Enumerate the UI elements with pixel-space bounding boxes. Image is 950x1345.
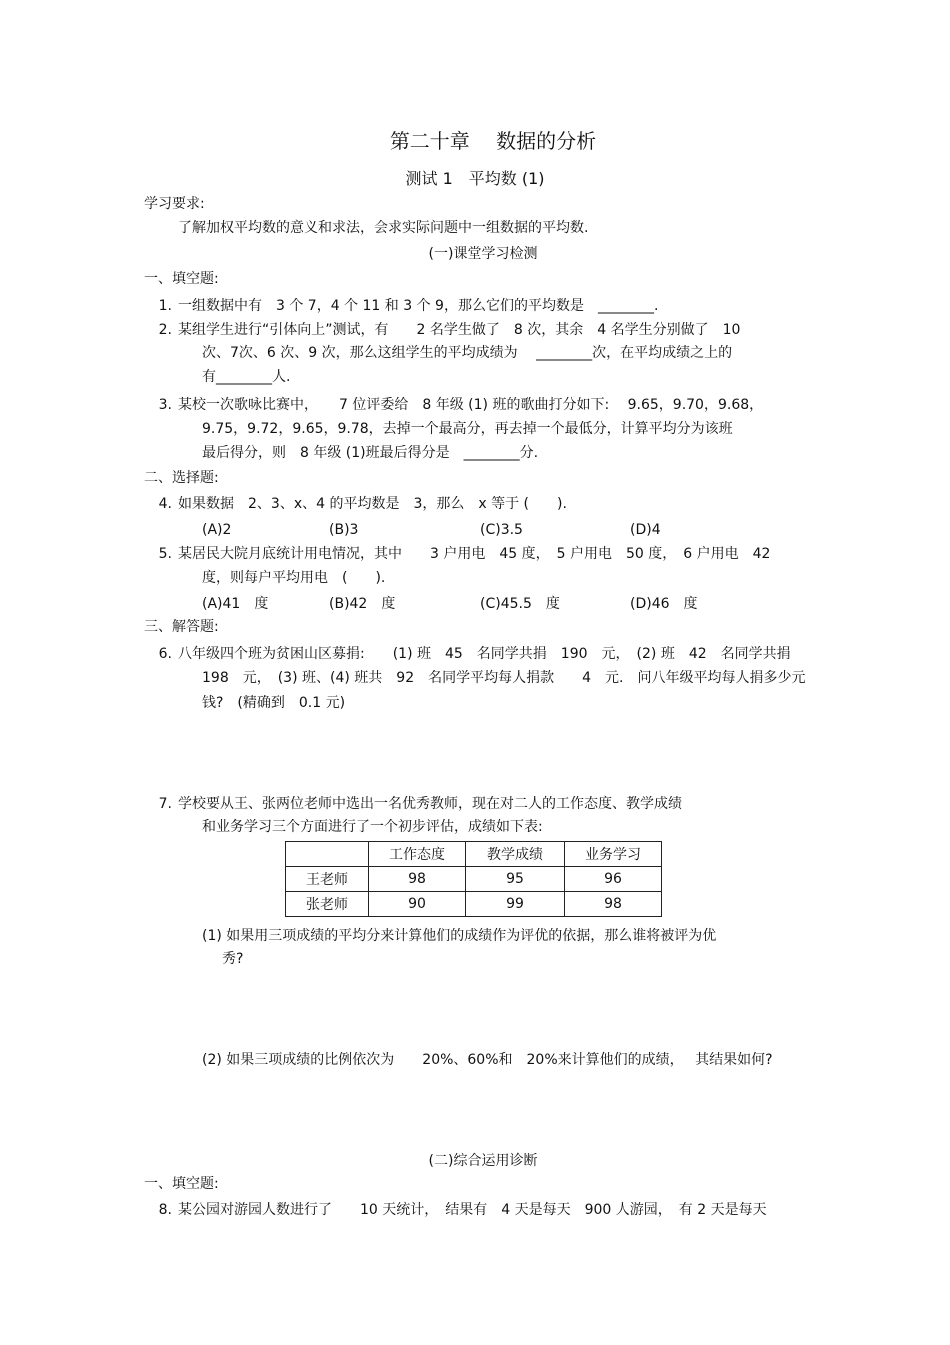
option-b: (B)42 度 [329, 596, 396, 612]
option-a: (A)41 度 [202, 596, 269, 612]
option-d: (D)4 [630, 522, 661, 538]
section-title-comprehensive: (二)综合运用诊断 [428, 1153, 538, 1169]
question-text: 八年级四个班为贫困山区募捐: (1) 班 45 名同学共捐 190 元， (2) 班 42 名同学共捐 [178, 646, 791, 662]
option-b: (B)3 [329, 522, 359, 538]
question-6-line-3: 钱? (精确到 0.1 元) [202, 695, 346, 711]
table-header-cell: 业务学习 [565, 842, 662, 867]
question-text: 如果数据 2、3、x、4 的平均数是 3，那么 x 等于 ( ). [178, 496, 567, 512]
question-3-line-2: 9.75，9.72，9.65，9.78，去掉一个最高分，再去掉一个最低分，计算平均分为该班 [202, 421, 733, 437]
table-cell: 98 [369, 867, 466, 892]
question-number: 7. [158, 796, 172, 812]
table-cell: 90 [369, 892, 466, 917]
table-row [286, 867, 662, 892]
option-a: (A)2 [202, 522, 232, 538]
option-d: (D)46 度 [630, 596, 698, 612]
question-number: 6. [158, 646, 172, 662]
subquestion-1-line-2: 秀? [222, 951, 244, 967]
score-table [285, 841, 662, 917]
question-6 [148, 647, 791, 661]
question-6-line-2: 198 元， (3) 班、(4) 班共 92 名同学平均每人捐款 4 元. 问八年级平均每人捐多少元 [202, 670, 806, 686]
question-text: 某校一次歌咏比赛中， 7 位评委给 8 年级 (1) 班的歌曲打分如下: 9.65，9.70，9.68， [178, 397, 764, 413]
question-2 [148, 323, 740, 337]
question-text: 某居民大院月底统计用电情况，其中 3 户用电 45 度， 5 户用电 50 度， 6 户用电 42 [178, 546, 771, 562]
table-cell: 王老师 [286, 867, 369, 892]
question-number: 8. [158, 1202, 172, 1218]
question-text: 学校要从王、张两位老师中选出一名优秀教师，现在对二人的工作态度、教学成绩 [178, 796, 682, 812]
question-3 [148, 398, 763, 412]
subquestion-2: (2) 如果三项成绩的比例依次为 20%、60%和 20%来计算他们的成绩， 其结果如何? [202, 1052, 773, 1068]
question-text: 某组学生进行“引体向上”测试，有 2 名学生做了 8 次，其余 4 名学生分别做了 10 [178, 322, 741, 338]
table-header-row [286, 842, 662, 867]
fill-in-heading: 一、填空题: [144, 271, 219, 287]
table-cell: 98 [565, 892, 662, 917]
table-header-cell: 教学成绩 [466, 842, 565, 867]
test-title: 测试 1 平均数 (1) [405, 169, 545, 188]
table-header-cell: 工作态度 [369, 842, 466, 867]
question-number: 1. [158, 298, 172, 314]
chapter-title: 第二十章 数据的分析 [389, 129, 597, 153]
question-text: 某公园对游园人数进行了 10 天统计， 结果有 4 天是每天 900 人游园， 有 2 天是每天 [178, 1202, 767, 1218]
question-number: 4. [158, 496, 172, 512]
requirements-text: 了解加权平均数的意义和求法，会求实际问题中一组数据的平均数. [178, 220, 589, 236]
option-c: (C)3.5 [480, 522, 523, 538]
question-5-line-2: 度，则每户平均用电 ( ). [202, 570, 386, 586]
question-8 [148, 1203, 767, 1217]
table-cell: 99 [466, 892, 565, 917]
table-row [286, 892, 662, 917]
section-title-classroom: (一)课堂学习检测 [428, 246, 538, 262]
fill-in-heading-2: 一、填空题: [144, 1176, 219, 1192]
table-header-cell [286, 842, 369, 867]
table-cell: 95 [466, 867, 565, 892]
question-number: 2. [158, 322, 172, 338]
requirements-label: 学习要求: [144, 196, 205, 212]
question-4 [148, 497, 567, 511]
question-3-line-3: 最后得分，则 8 年级 (1)班最后得分是 ________分. [202, 445, 539, 461]
question-number: 5. [158, 546, 172, 562]
option-c: (C)45.5 度 [480, 596, 560, 612]
question-1 [148, 299, 658, 313]
question-text: 一组数据中有 3 个 7，4 个 11 和 3 个 9，那么它们的平均数是 ________. [178, 298, 659, 314]
question-7 [148, 797, 682, 811]
question-7-line-2: 和业务学习三个方面进行了一个初步评估，成绩如下表: [202, 819, 543, 835]
table-cell: 张老师 [286, 892, 369, 917]
question-2-line-2: 次、7次、6 次、9 次，那么这组学生的平均成绩为 ________次，在平均成绩之上的 [202, 345, 733, 361]
table-cell: 96 [565, 867, 662, 892]
question-5 [148, 547, 770, 561]
solve-heading: 三、解答题: [144, 619, 219, 635]
choice-heading: 二、选择题: [144, 470, 219, 486]
question-number: 3. [158, 397, 172, 413]
question-2-line-3: 有________人. [202, 369, 291, 385]
subquestion-1: (1) 如果用三项成绩的平均分来计算他们的成绩作为评优的依据，那么谁将被评为优 [202, 928, 717, 944]
